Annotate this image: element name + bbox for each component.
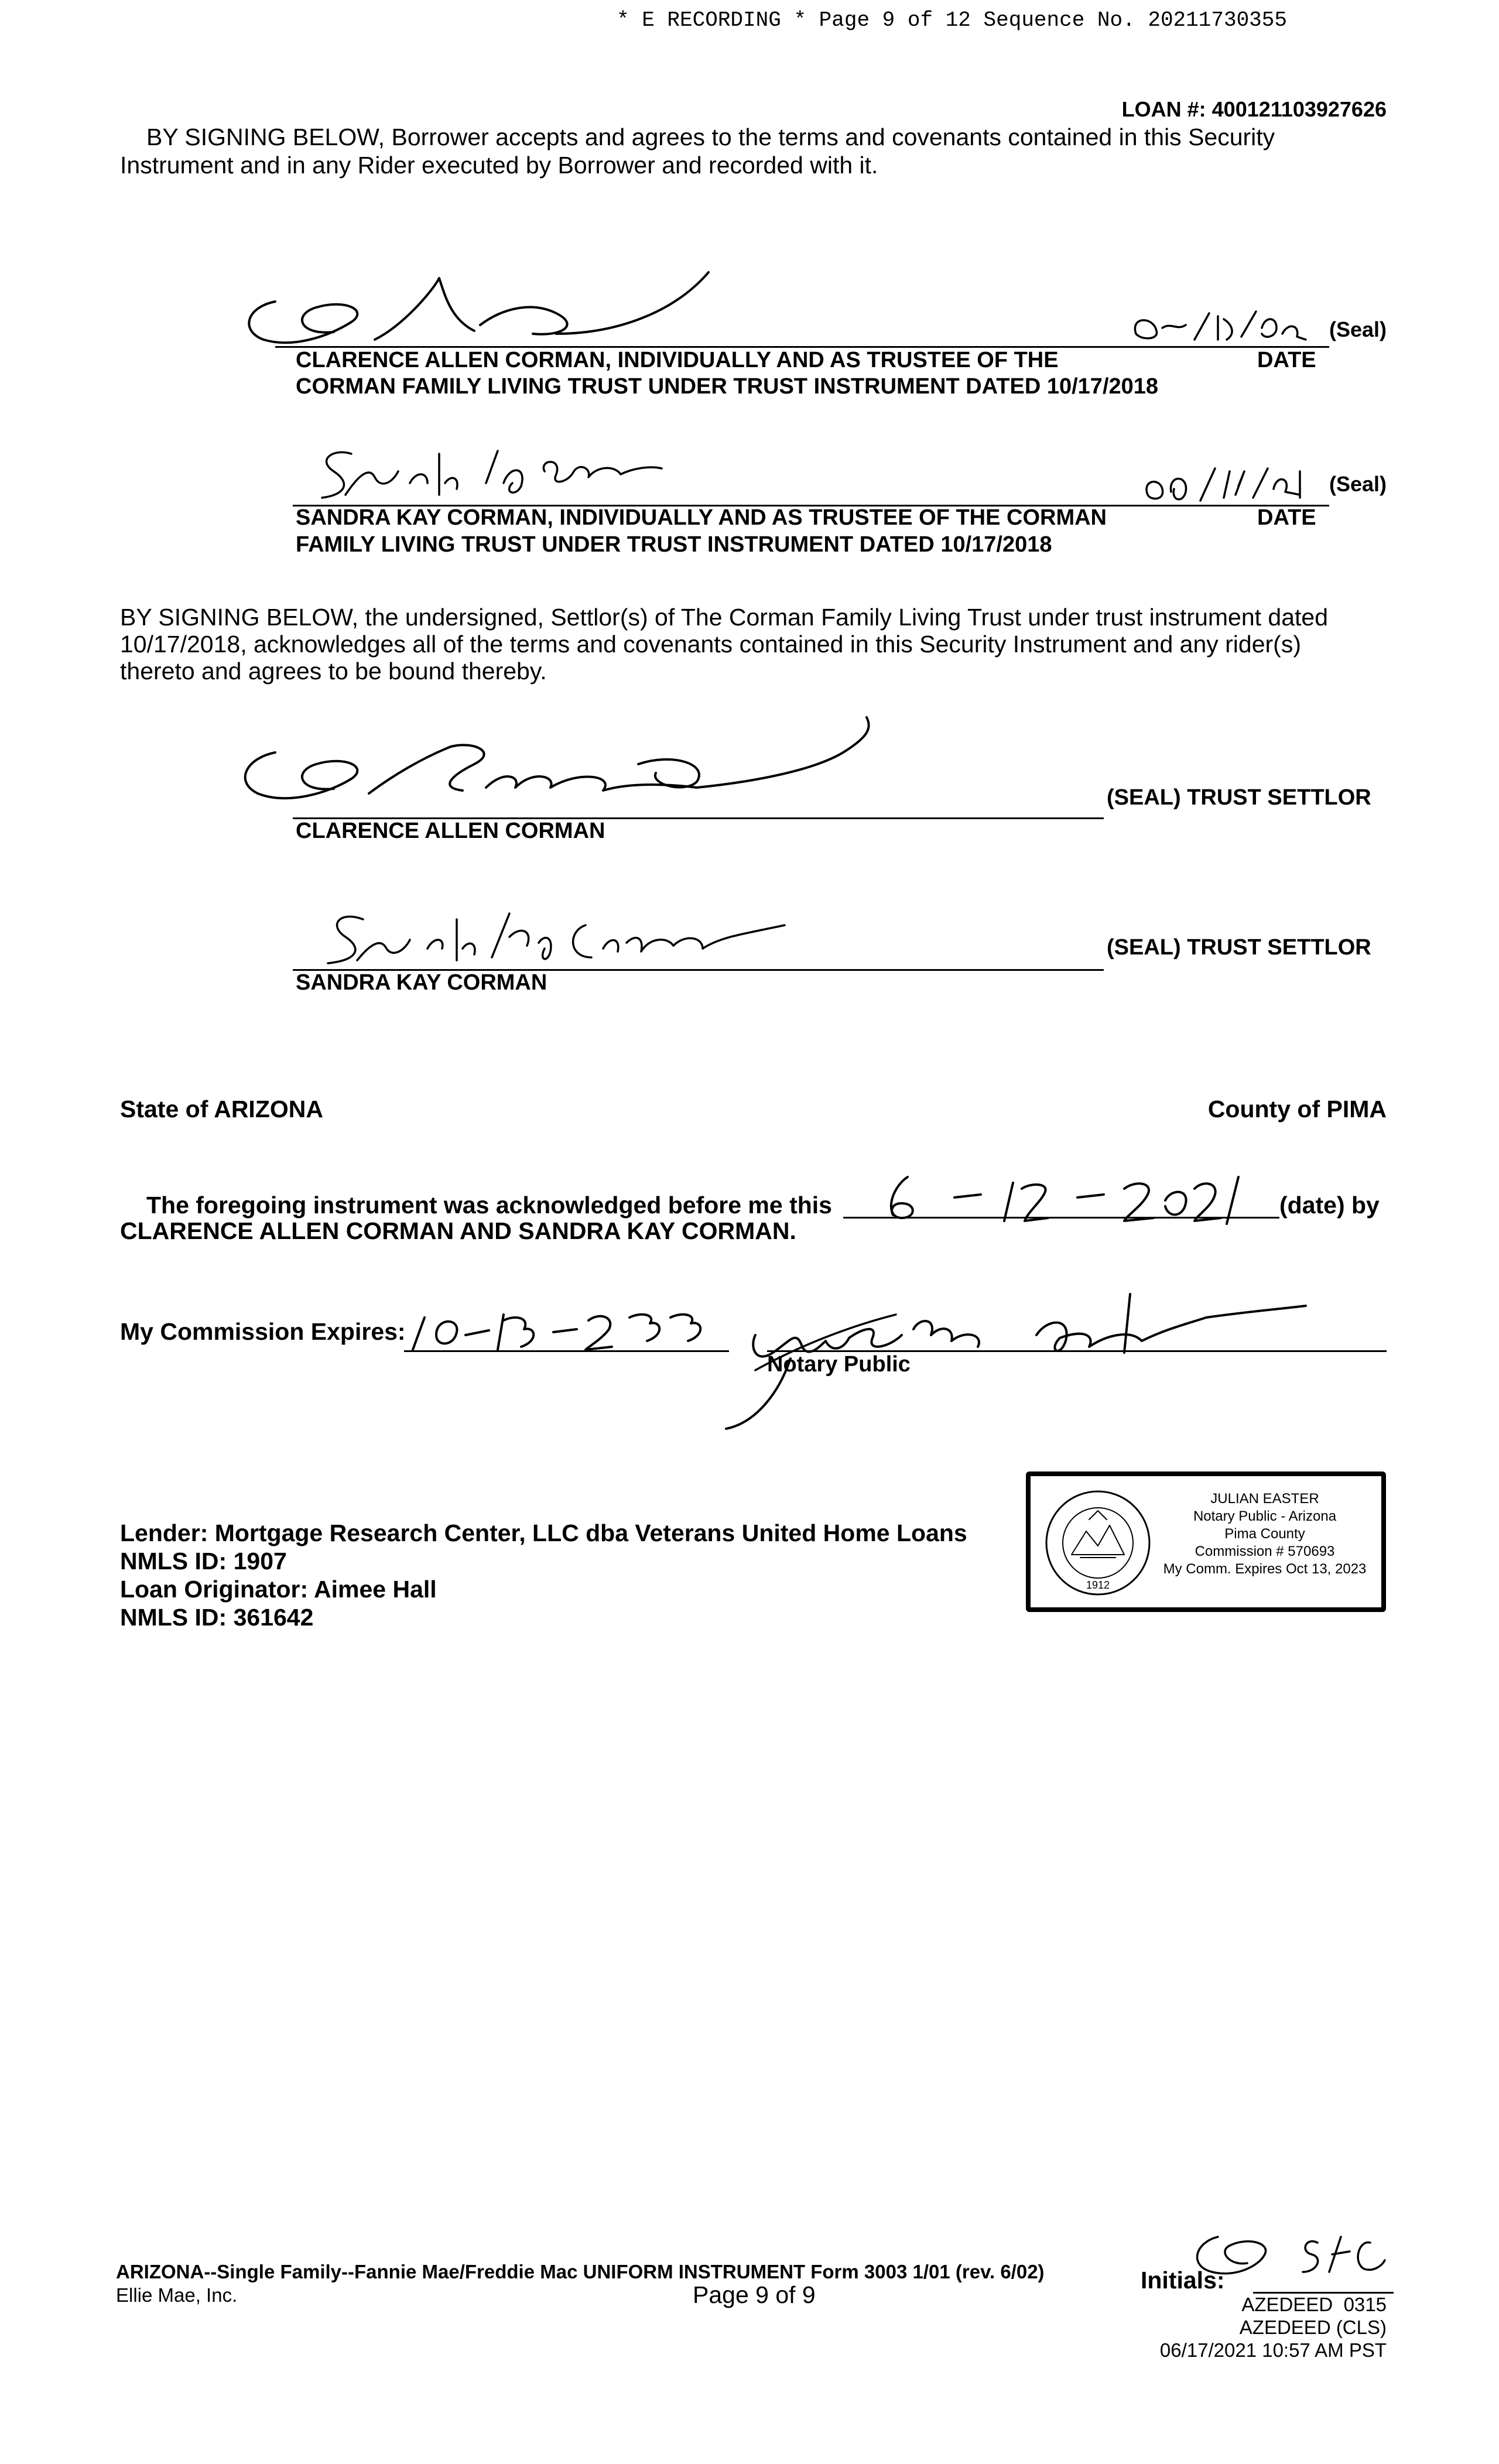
footer-form-line: ARIZONA--Single Family--Fannie Mae/Freddie Mac UNIFORM INSTRUMENT Form 3003 1/01 (rev. 6/02) — [116, 2261, 1045, 2282]
footer-company: Ellie Mae, Inc. — [116, 2284, 238, 2306]
borrower-2-date-label: DATE — [1257, 505, 1316, 530]
stamp-expires: My Comm. Expires Oct 13, 2023 — [1163, 1561, 1367, 1577]
notary-public-label: Notary Public — [767, 1352, 911, 1377]
acknowledgment-date-handwritten — [878, 1165, 1288, 1230]
borrower-2-signature — [310, 442, 755, 507]
initials-handwritten — [1183, 2219, 1394, 2290]
acknowledgment-prefix: The foregoing instrument was acknowledged before me this — [146, 1192, 832, 1219]
commission-date-handwritten — [401, 1300, 758, 1358]
settlor-2-signature — [316, 902, 802, 972]
borrower-1-name-line-1: CLARENCE ALLEN CORMAN, INDIVIDUALLY AND AS TRUSTEE OF THE — [296, 348, 1059, 372]
settlor-1-role: (SEAL) TRUST SETTLOR — [1107, 785, 1371, 810]
originator-nmls: NMLS ID: 361642 — [120, 1604, 314, 1631]
svg-text:1912: 1912 — [1086, 1579, 1110, 1591]
footer-page-number: Page 9 of 9 — [693, 2281, 816, 2308]
footer-timestamp: 06/17/2021 10:57 AM PST — [1159, 2339, 1387, 2361]
county-label: County of PIMA — [1207, 1096, 1387, 1123]
stamp-notary-name: JULIAN EASTER — [1210, 1491, 1319, 1507]
settlor-2-role: (SEAL) TRUST SETTLOR — [1107, 935, 1371, 960]
settlor-1-signature — [228, 729, 890, 817]
intro-line-1: BY SIGNING BELOW, Borrower accepts and agrees to the terms and covenants contained in this Security — [146, 124, 1275, 150]
lender-line-1: Lender: Mortgage Research Center, LLC dba Veterans United Home Loans — [120, 1520, 967, 1546]
borrower-2-name-line-2: FAMILY LIVING TRUST UNDER TRUST INSTRUMENT DATED 10/17/2018 — [296, 532, 1052, 557]
settlor-intro-line-1: BY SIGNING BELOW, the undersigned, Settlor(s) of The Corman Family Living Trust under trust instrument dated — [120, 604, 1329, 631]
commission-date-line — [404, 1350, 729, 1352]
settlor-intro-line-3: thereto and agrees to be bound thereby. — [120, 658, 547, 685]
state-label: State of ARIZONA — [120, 1096, 323, 1123]
footer-code-1: AZEDEED 0315 — [1241, 2294, 1387, 2315]
stamp-commission: Commission # 570693 — [1195, 1544, 1335, 1559]
settlor-intro-line-2: 10/17/2018, acknowledges all of the terms and covenants contained in this Security Instrument and any rider(s) — [120, 631, 1301, 658]
notary-stamp-text — [1154, 1490, 1376, 1578]
commission-label: My Commission Expires: — [120, 1318, 406, 1345]
loan-number: LOAN #: 400121103927626 — [1121, 97, 1387, 121]
footer-code-2: AZEDEED (CLS) — [1239, 2316, 1387, 2338]
recording-header: * E RECORDING * Page 9 of 12 Sequence No. 20211730355 — [617, 8, 1287, 32]
loan-originator: Loan Originator: Aimee Hall — [120, 1576, 437, 1603]
stamp-title: Notary Public - Arizona — [1193, 1508, 1337, 1524]
borrower-2-name-line-1: SANDRA KAY CORMAN, INDIVIDUALLY AND AS TRUSTEE OF THE CORMAN — [296, 505, 1107, 530]
acknowledgment-date-line — [843, 1217, 1279, 1219]
borrower-1-date-label: DATE — [1257, 348, 1316, 372]
borrower-2-seal: (Seal) — [1329, 472, 1387, 496]
borrower-1-date-handwritten — [1130, 304, 1329, 351]
settlor-2-name: SANDRA KAY CORMAN — [296, 970, 547, 995]
stamp-county: Pima County — [1224, 1526, 1305, 1542]
lender-nmls: NMLS ID: 1907 — [120, 1548, 287, 1575]
initials-label: Initials: — [1141, 2267, 1225, 2294]
acknowledgment-names: CLARENCE ALLEN CORMAN AND SANDRA KAY CORMAN. — [120, 1217, 796, 1244]
acknowledgment-suffix: (date) by — [1279, 1192, 1380, 1219]
borrower-1-seal: (Seal) — [1329, 317, 1387, 341]
settlor-1-name: CLARENCE ALLEN CORMAN — [296, 819, 605, 843]
arizona-state-seal-icon — [1039, 1484, 1156, 1601]
borrower-1-name-line-2: CORMAN FAMILY LIVING TRUST UNDER TRUST INSTRUMENT DATED 10/17/2018 — [296, 374, 1159, 399]
intro-line-2: Instrument and in any Rider executed by Borrower and recorded with it. — [120, 152, 878, 179]
borrower-2-date-handwritten — [1142, 463, 1329, 509]
